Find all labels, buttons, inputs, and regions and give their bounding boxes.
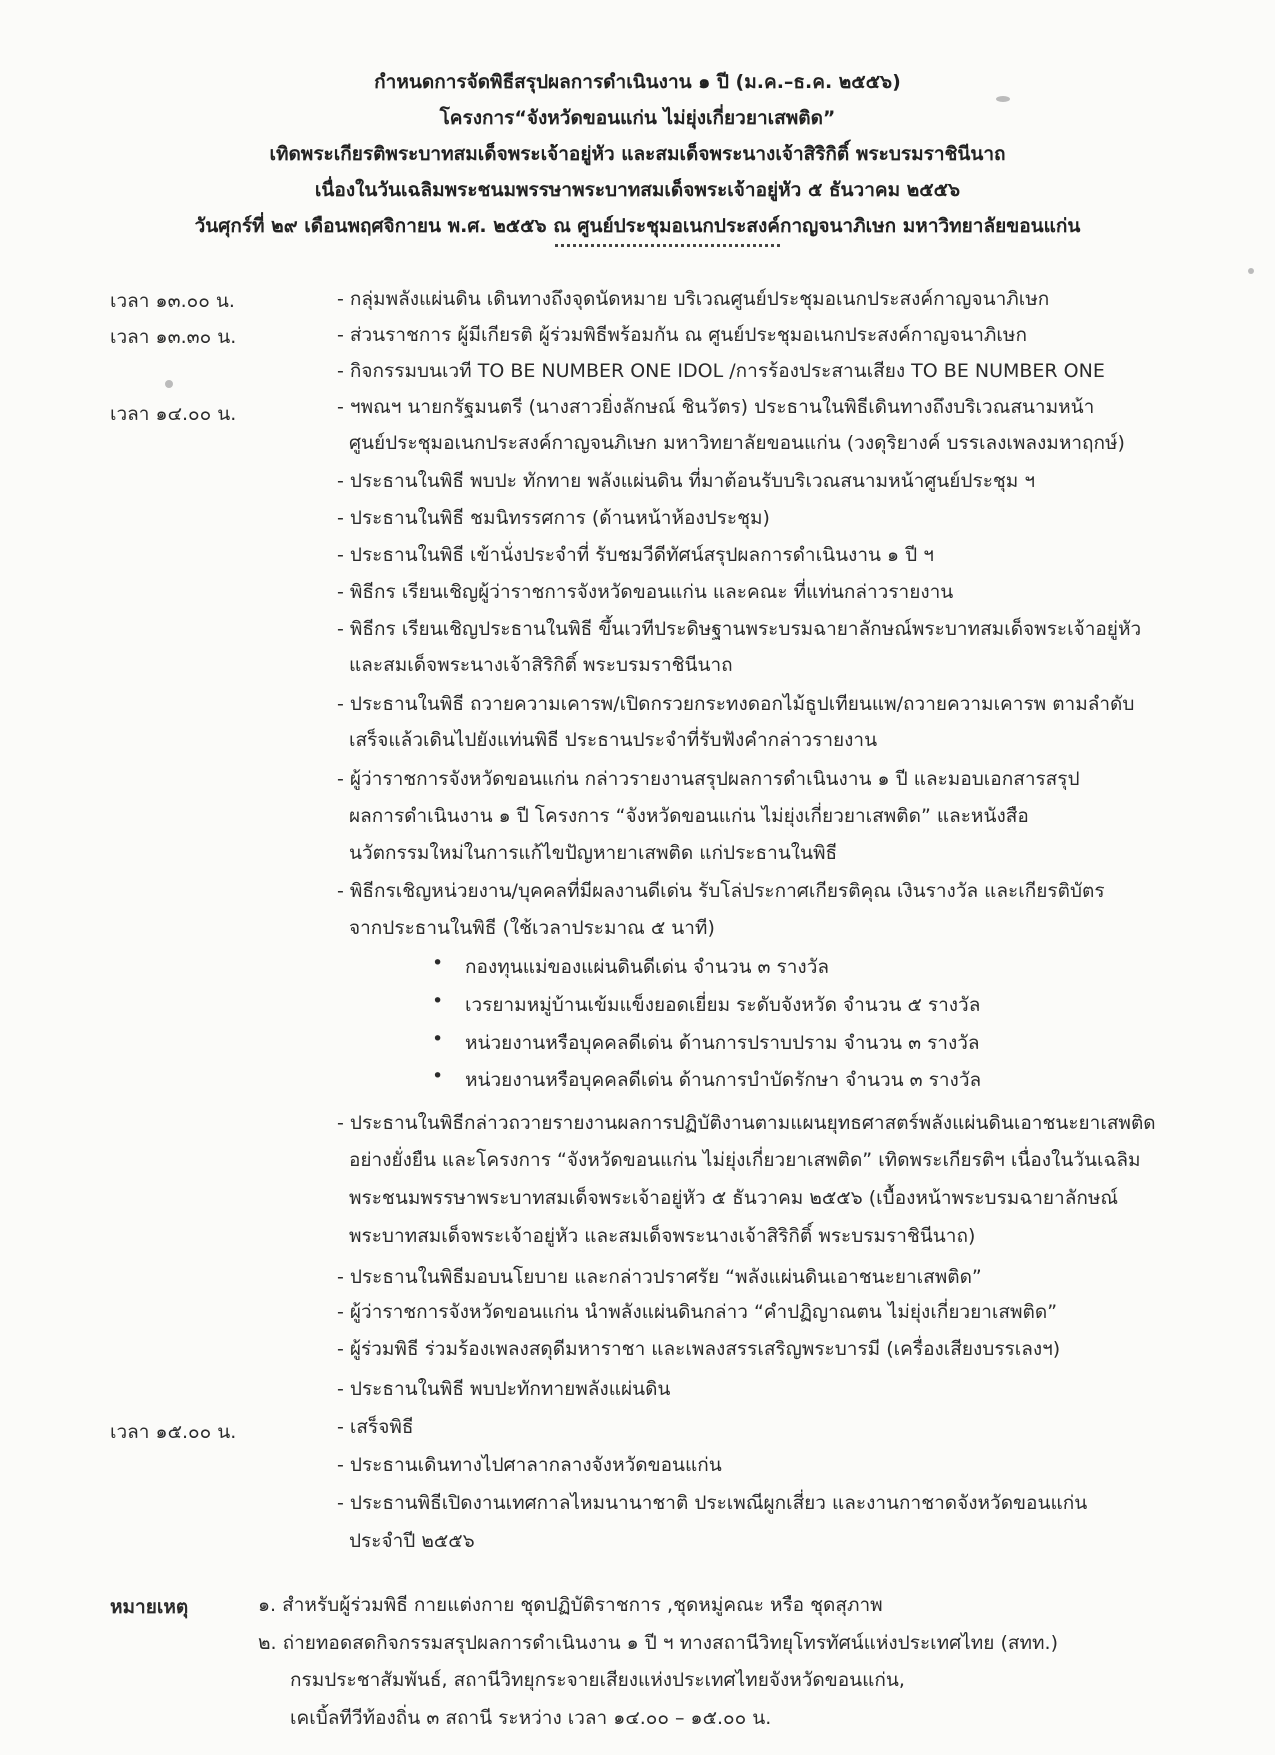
award-item: หน่วยงานหรือบุคคลดีเด่น ด้านการปราบปราม จำนวน ๓ รางวัล [465,1032,980,1054]
schedule-item-continued: ประจำปี ๒๕๕๖ [349,1530,475,1552]
award-item: หน่วยงานหรือบุคคลดีเด่น ด้านการบำบัดรักษา จำนวน ๓ รางวัล [465,1069,982,1091]
time-label: เวลา ๑๕.๐๐ น. [110,1421,237,1443]
notes-label: หมายเหตุ [110,1596,189,1618]
schedule-item: - พิธีกรเชิญหน่วยงาน/บุคคลที่มีผลงานดีเด่น รับโล่ประกาศเกียรติคุณ เงินรางวัล และเกียรติบัตร [337,880,1105,902]
scan-speck [996,96,1010,102]
schedule-item: - ประธานในพิธี พบปะ ทักทาย พลังแผ่นดิน ที่มาต้อนรับบริเวณสนามหน้าศูนย์ประชุม ฯ [337,470,1036,492]
time-label: เวลา ๑๔.๐๐ น. [110,403,237,425]
schedule-item-continued: และสมเด็จพระนางเจ้าสิริกิติ์ พระบรมราชินีนาถ [349,654,733,676]
schedule-item-continued: ผลการดำเนินงาน ๑ ปี โครงการ “จังหวัดขอนแก่น ไม่ยุ่งเกี่ยวยาเสพติด” และหนังสือ [349,805,1029,827]
schedule-item: - ผู้ว่าราชการจังหวัดขอนแก่น กล่าวรายงานสรุปผลการดำเนินงาน ๑ ปี และมอบเอกสารสรุป [337,768,1080,790]
schedule-item: - ส่วนราชการ ผู้มีเกียรติ ผู้ร่วมพิธีพร้อมกัน ณ ศูนย์ประชุมอเนกประสงค์กาญจนาภิเษก [337,324,1027,346]
header-divider [555,244,780,247]
bullet-icon: • [432,1028,444,1050]
schedule-item-continued: นวัตกรรมใหม่ในการแก้ไขปัญหายาเสพติด แก่ประธานในพิธี [349,842,838,864]
schedule-item: - ประธานเดินทางไปศาลากลางจังหวัดขอนแก่น [337,1454,722,1476]
schedule-item-continued: อย่างยั่งยืน และโครงการ “จังหวัดขอนแก่น ไม่ยุ่งเกี่ยวยาเสพติด” เทิดพระเกียรติฯ เนื่องในวันเฉลิม [349,1149,1141,1171]
schedule-item: - ผู้ร่วมพิธี ร่วมร้องเพลงสดุดีมหาราชา และเพลงสรรเสริญพระบารมี (เครื่องเสียงบรรเลงฯ) [337,1338,1061,1360]
document-header [0,64,1275,244]
award-item: เวรยามหมู่บ้านเข้มแข็งยอดเยี่ยม ระดับจังหวัด จำนวน ๕ รางวัล [465,994,981,1016]
schedule-item: - ประธานในพิธี พบปะทักทายพลังแผ่นดิน [337,1378,671,1400]
schedule-item: - ฯพณฯ นายกรัฐมนตรี (นางสาวยิ่งลักษณ์ ชินวัตร) ประธานในพิธีเดินทางถึงบริเวณสนามหน้า [337,396,1095,418]
schedule-item-continued: จากประธานในพิธี (ใช้เวลาประมาณ ๕ นาที) [349,917,715,939]
header-title: กำหนดการจัดพิธีสรุปผลการดำเนินงาน ๑ ปี (ม.ค.–ธ.ค. ๒๕๕๖) [374,71,901,93]
time-label: เวลา ๑๓.๐๐ น. [110,290,235,312]
header-occasion: เนื่องในวันเฉลิมพระชนมพรรษาพระบาทสมเด็จพระเจ้าอยู่หัว ๕ ธันวาคม ๒๕๕๖ [314,179,961,201]
schedule-item: - กิจกรรมบนเวที TO BE NUMBER ONE IDOL /การร้องประสานเสียง TO BE NUMBER ONE [337,360,1105,382]
schedule-item: - พิธีกร เรียนเชิญประธานในพิธี ขึ้นเวทีประดิษฐานพระบรมฉายาลักษณ์พระบาทสมเด็จพระเจ้าอยู่หัว [337,618,1142,640]
scan-speck [165,380,173,388]
note-item-continued: เคเบิ้ลทีวีท้องถิ่น ๓ สถานี ระหว่าง เวลา ๑๔.๐๐ – ๑๕.๐๐ น. [290,1707,772,1729]
note-item: ๑. สำหรับผู้ร่วมพิธี กายแต่งกาย ชุดปฏิบัติราชการ ,ชุดหมู่คณะ หรือ ชุดสุภาพ [258,1594,883,1616]
bullet-icon: • [432,1065,444,1087]
bullet-icon: • [432,990,444,1012]
schedule-item: - ประธานในพิธี เข้านั่งประจำที่ รับชมวีดีทัศน์สรุปผลการดำเนินงาน ๑ ปี ฯ [337,544,934,566]
scan-speck [1248,268,1254,274]
time-label: เวลา ๑๓.๓๐ น. [110,326,237,348]
schedule-item-continued: เสร็จแล้วเดินไปยังแท่นพิธี ประธานประจำที่รับฟังคำกล่าวรายงาน [349,729,878,751]
schedule-item-continued: พระชนมพรรษาพระบาทสมเด็จพระเจ้าอยู่หัว ๕ ธันวาคม ๒๕๕๖ (เบื้องหน้าพระบรมฉายาลักษณ์ [349,1187,1119,1209]
bullet-icon: • [432,952,444,974]
header-dedication: เทิดพระเกียรติพระบาทสมเด็จพระเจ้าอยู่หัว และสมเด็จพระนางเจ้าสิริกิติ์ พระบรมราชินีนาถ [269,143,1006,165]
schedule-item: - ประธานในพิธีมอบนโยบาย และกล่าวปราศรัย “พลังแผ่นดินเอาชนะยาเสพติด” [337,1266,982,1288]
schedule-item: - ผู้ว่าราชการจังหวัดขอนแก่น นำพลังแผ่นดินกล่าว “คำปฏิญาณตน ไม่ยุ่งเกี่ยวยาเสพติด” [337,1301,1058,1323]
header-date-venue: วันศุกร์ที่ ๒๙ เดือนพฤศจิกายน พ.ศ. ๒๕๕๖ ณ ศูนย์ประชุมอเนกประสงค์กาญจนาภิเษก มหาวิทยาลัยขอนแก่น [194,215,1081,237]
schedule-item: - เสร็จพิธี [337,1416,414,1438]
schedule-item: - ประธานในพิธีกล่าวถวายรายงานผลการปฏิบัติงานตามแผนยุทธศาสตร์พลังแผ่นดินเอาชนะยาเสพติด [337,1112,1156,1134]
schedule-item: - ประธานพิธีเปิดงานเทศกาลไหมนานาชาติ ประเพณีผูกเสี่ยว และงานกาชาดจังหวัดขอนแก่น [337,1492,1088,1514]
schedule-item-continued: พระบาทสมเด็จพระเจ้าอยู่หัว และสมเด็จพระนางเจ้าสิริกิติ์ พระบรมราชินีนาถ) [349,1225,976,1247]
schedule-item: - ประธานในพิธี ชมนิทรรศการ (ด้านหน้าห้องประชุม) [337,507,770,529]
note-item-continued: กรมประชาสัมพันธ์, สถานีวิทยุกระจายเสียงแห่งประเทศไทยจังหวัดขอนแก่น, [290,1669,905,1691]
note-item: ๒. ถ่ายทอดสดกิจกรรมสรุปผลการดำเนินงาน ๑ ปี ฯ ทางสถานีวิทยุโทรทัศน์แห่งประเทศไทย (สทท.) [258,1632,1058,1654]
award-item: กองทุนแม่ของแผ่นดินดีเด่น จำนวน ๓ รางวัล [465,956,830,978]
schedule-item-continued: ศูนย์ประชุมอเนกประสงค์กาญจนภิเษก มหาวิทยาลัยขอนแก่น (วงดุริยางค์ บรรเลงเพลงมหาฤกษ์) [349,432,1125,454]
header-project: โครงการ“จังหวัดขอนแก่น ไม่ยุ่งเกี่ยวยาเสพติด” [439,107,836,129]
schedule-item: - ประธานในพิธี ถวายความเคารพ/เปิดกรวยกระทงดอกไม้ธูปเทียนแพ/ถวายความเคารพ ตามลำดับ [337,693,1135,715]
schedule-item: - พิธีกร เรียนเชิญผู้ว่าราชการจังหวัดขอนแก่น และคณะ ที่แท่นกล่าวรายงาน [337,581,954,603]
schedule-item: - กลุ่มพลังแผ่นดิน เดินทางถึงจุดนัดหมาย บริเวณศูนย์ประชุมอเนกประสงค์กาญจนาภิเษก [337,288,1050,310]
